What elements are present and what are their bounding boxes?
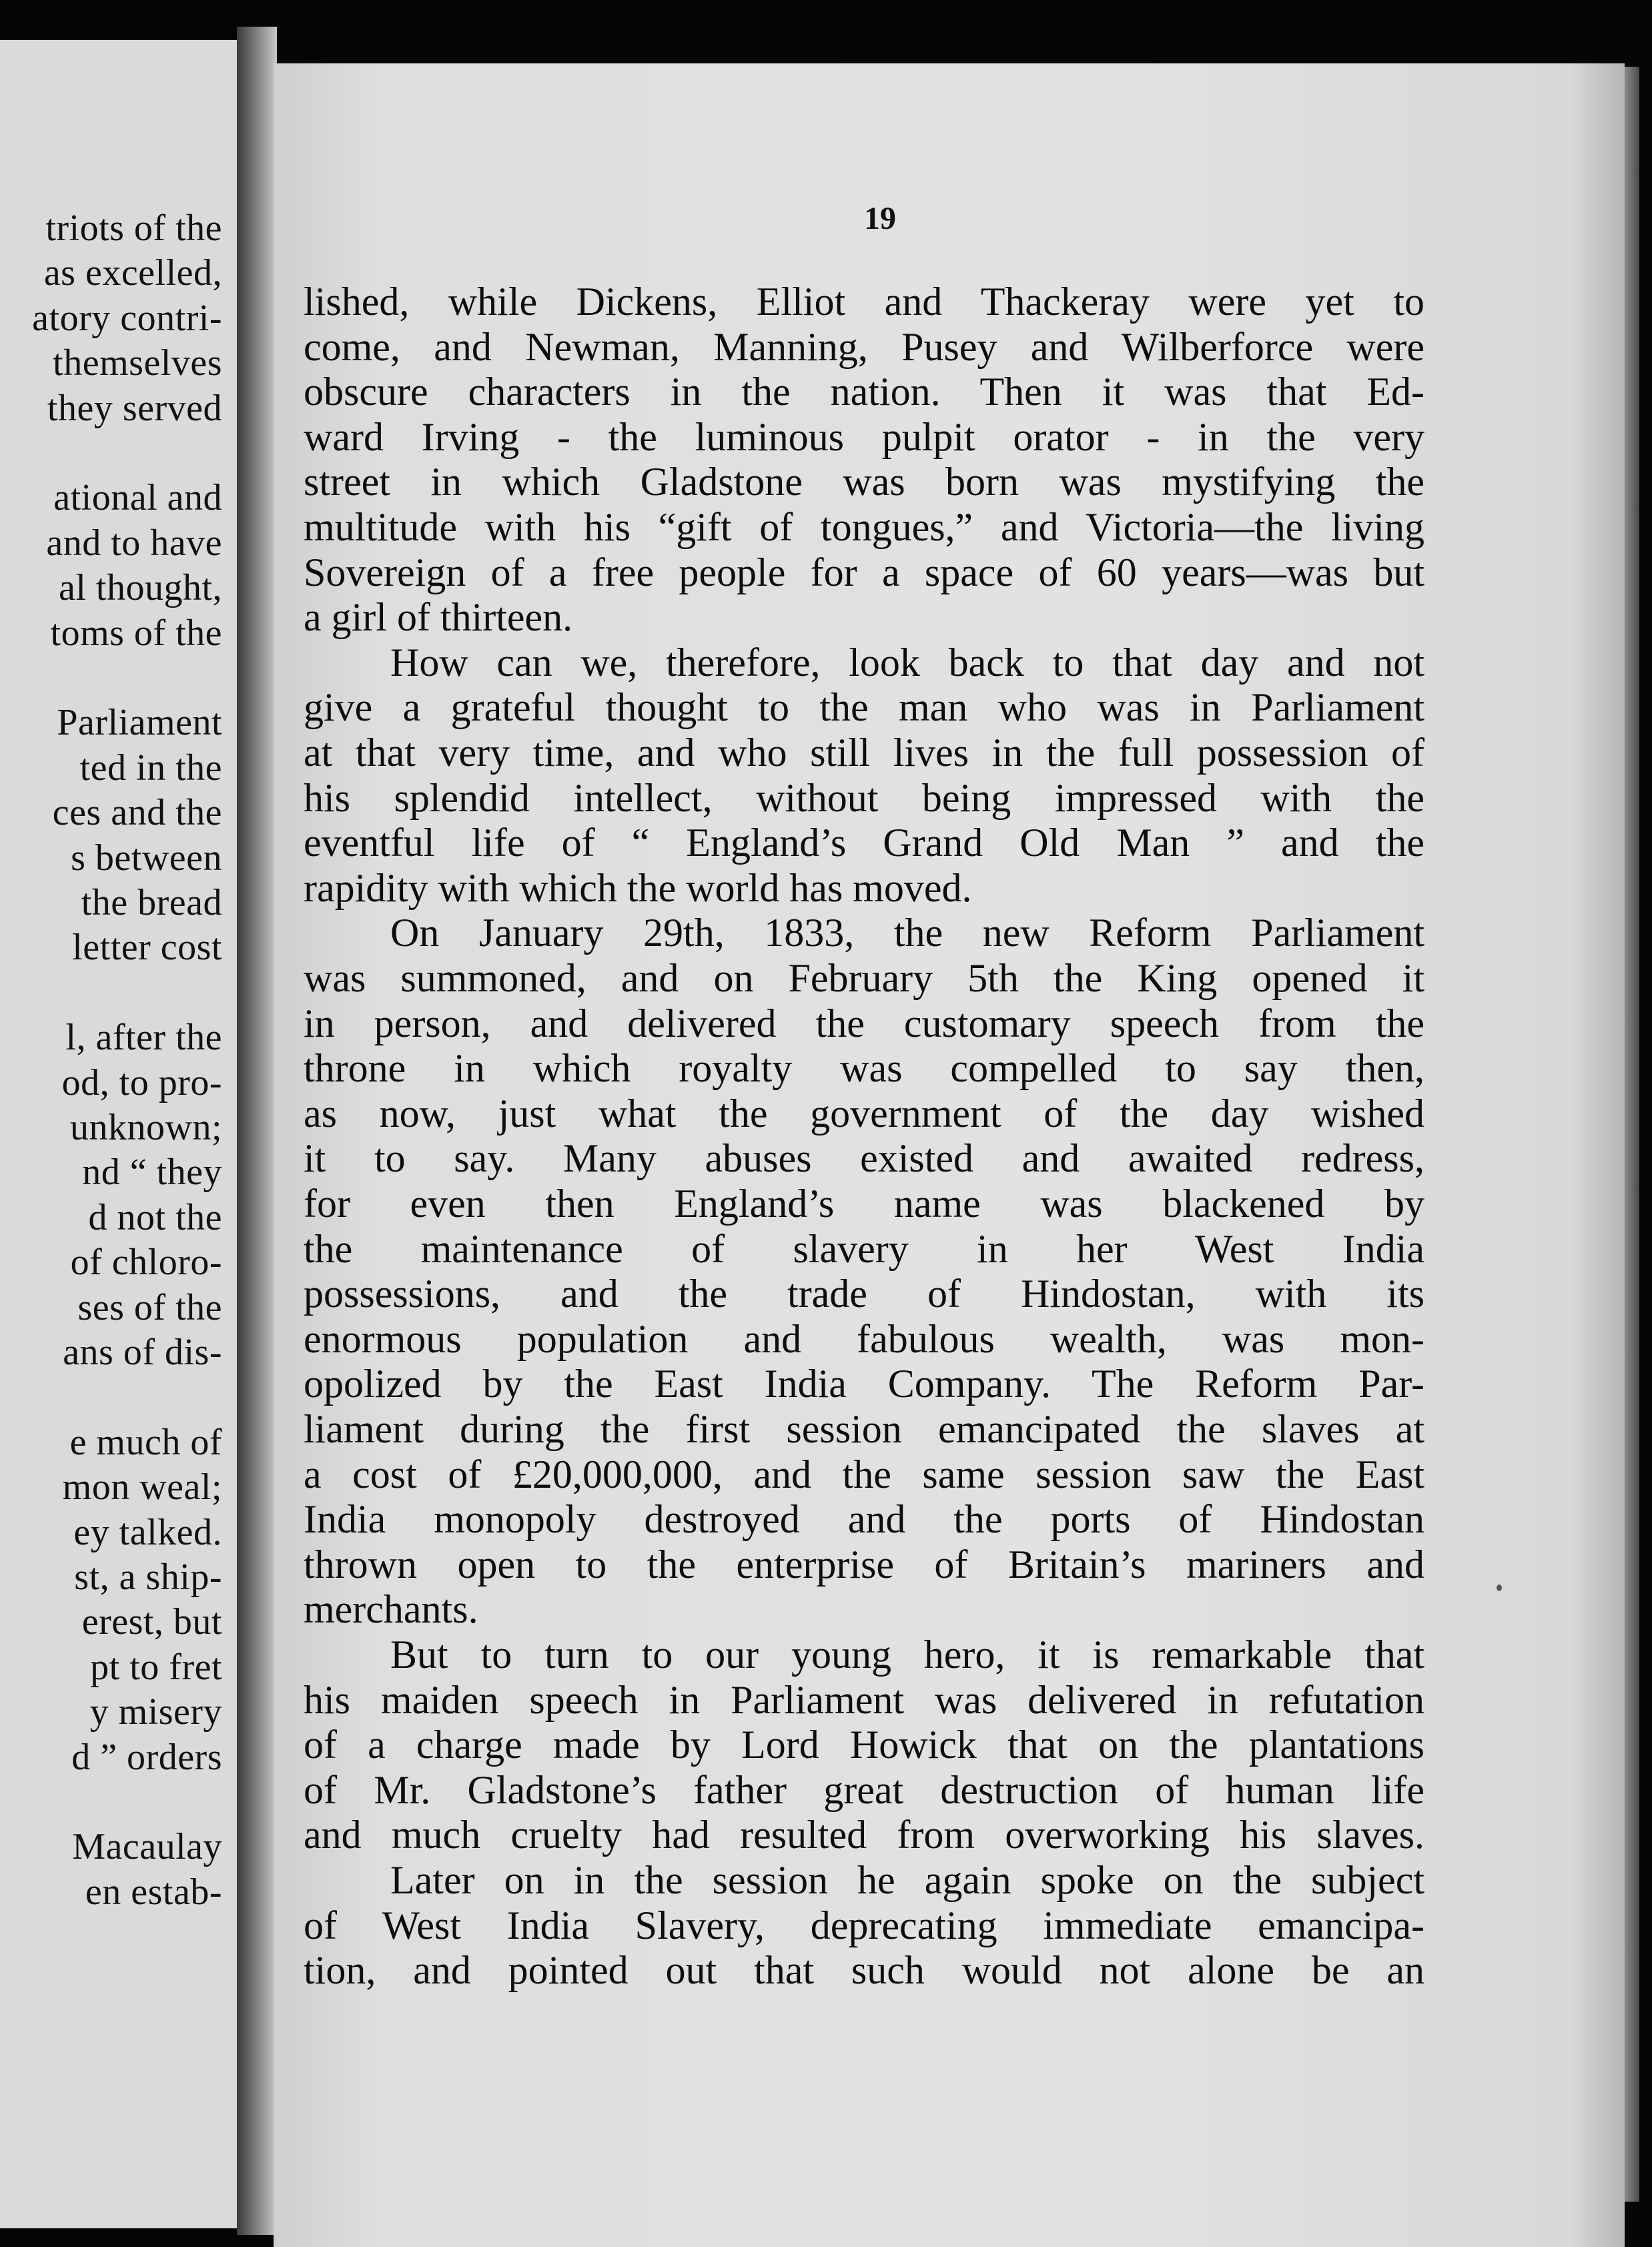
previous-page-line: ces and the xyxy=(52,792,222,834)
body-text-line: his maiden speech in Parliament was delivered in refutation xyxy=(304,1677,1424,1722)
body-text-line: obscure characters in the nation. Then it was that Ed- xyxy=(304,370,1424,414)
previous-page-line: en estab- xyxy=(85,1871,222,1913)
previous-page-line: y misery xyxy=(89,1691,222,1733)
previous-page-line: of chloro- xyxy=(70,1242,222,1284)
body-text-line: lished, while Dickens, Elliot and Thackeray were yet to xyxy=(304,280,1424,324)
previous-page-line: toms of the xyxy=(50,612,222,654)
body-text-line: But to turn to our young hero, it is remarkable that xyxy=(390,1633,1424,1677)
body-text-line: and much cruelty had resulted from overworking his slaves. xyxy=(304,1813,1424,1857)
previous-page-line: ted in the xyxy=(79,747,222,789)
body-text-line: as now, just what the government of the day wished xyxy=(304,1091,1424,1136)
page-edge-shadow xyxy=(1625,67,1639,2202)
page-number: 19 xyxy=(864,201,896,236)
body-text-line: possessions, and the trade of Hindostan, with its xyxy=(304,1272,1424,1316)
body-text-line: opolized by the East India Company. The Reform Par- xyxy=(304,1362,1424,1406)
body-text-line: at that very time, and who still lives in the full possession of xyxy=(304,731,1424,775)
previous-page-line: ses of the xyxy=(77,1286,222,1328)
body-text-line: in person, and delivered the customary speech from the xyxy=(304,1001,1424,1045)
body-text-line: India monopoly destroyed and the ports of Hindostan xyxy=(304,1497,1424,1542)
body-text-line: How can we, therefore, look back to that day and not xyxy=(390,640,1424,685)
body-text-line: throne in which royalty was compelled to say then, xyxy=(304,1046,1424,1091)
body-text-line: it to say. Many abuses existed and awaited redress, xyxy=(304,1136,1424,1181)
previous-page-line: d ” orders xyxy=(71,1736,222,1778)
body-text-line: of Mr. Gladstone’s father great destruction of human life xyxy=(304,1767,1424,1812)
previous-page-line: ans of dis- xyxy=(63,1332,222,1373)
previous-page-line: and to have xyxy=(46,522,222,564)
previous-page-line: Macaulay xyxy=(72,1826,222,1868)
body-text-line: thrown open to the enterprise of Britain’s mariners and xyxy=(304,1542,1424,1587)
body-text-line: a cost of £20,000,000, and the same session saw the East xyxy=(304,1452,1424,1496)
previous-page-line: nd “ they xyxy=(82,1152,222,1194)
body-text-line: come, and Newman, Manning, Pusey and Wilberforce were xyxy=(304,324,1424,369)
previous-page-line: al thought, xyxy=(58,567,222,609)
previous-page-line: ey talked. xyxy=(73,1511,222,1553)
previous-page-line: themselves xyxy=(53,342,222,384)
previous-page-line: the bread xyxy=(81,882,222,923)
body-text-line: Sovereign of a free people for a space of 60 years—was but xyxy=(304,550,1424,594)
previous-page-line: st, a ship- xyxy=(74,1556,222,1598)
body-text-line: On January 29th, 1833, the new Reform Parliament xyxy=(390,911,1424,955)
previous-page-fragment xyxy=(0,40,237,2228)
previous-page-line: mon weal; xyxy=(62,1466,222,1508)
previous-page-line: pt to fret xyxy=(90,1646,222,1688)
body-text-line: for even then England’s name was blackened by xyxy=(304,1182,1424,1226)
previous-page-line: atory contri- xyxy=(32,297,222,339)
previous-page-line: l, after the xyxy=(65,1017,222,1059)
body-text-line: the maintenance of slavery in her West India xyxy=(304,1226,1424,1271)
body-text-line: of a charge made by Lord Howick that on the plantations xyxy=(304,1723,1424,1767)
previous-page-line: letter cost xyxy=(72,927,222,969)
body-text-line: enormous population and fabulous wealth, was mon- xyxy=(304,1316,1424,1361)
previous-page-line: unknown; xyxy=(70,1107,222,1148)
previous-page-line: Parliament xyxy=(57,702,222,744)
previous-page-line: e much of xyxy=(69,1421,222,1463)
scan-speck xyxy=(1497,1585,1502,1591)
book-spine-gutter xyxy=(237,27,277,2235)
body-text-line: of West India Slavery, deprecating immediate emancipa- xyxy=(304,1903,1424,1947)
body-text-line: rapidity with which the world has moved. xyxy=(304,865,972,910)
previous-page-line: s between xyxy=(71,837,222,879)
body-text-line: give a grateful thought to the man who was in Parliament xyxy=(304,685,1424,730)
previous-page-line: ational and xyxy=(53,477,222,519)
previous-page-line: d not the xyxy=(88,1196,222,1238)
body-text-line: multitude with his “gift of tongues,” and Victoria—the living xyxy=(304,505,1424,549)
previous-page-line: od, to pro- xyxy=(61,1061,222,1103)
previous-page-line: erest, but xyxy=(81,1601,222,1643)
body-text-line: merchants. xyxy=(304,1587,478,1632)
body-text-line: eventful life of “ England’s Grand Old Man ” and the xyxy=(304,821,1424,865)
body-text-line: ward Irving - the luminous pulpit orator - in the very xyxy=(304,414,1424,459)
body-text-line: street in which Gladstone was born was mystifying the xyxy=(304,460,1424,504)
body-text-line: a girl of thirteen. xyxy=(304,595,573,640)
body-text-line: Later on in the session he again spoke on the subject xyxy=(390,1858,1424,1902)
body-text-line: was summoned, and on February 5th the King opened it xyxy=(304,956,1424,1000)
previous-page-line: they served xyxy=(47,387,222,429)
previous-page-line: as excelled, xyxy=(43,252,222,294)
previous-page-line: triots of the xyxy=(45,207,222,249)
body-text-line: liament during the first session emancipated the slaves at xyxy=(304,1407,1424,1451)
body-text-line: his splendid intellect, without being impressed with the xyxy=(304,775,1424,820)
body-text-line: tion, and pointed out that such would not alone be an xyxy=(304,1948,1424,1993)
